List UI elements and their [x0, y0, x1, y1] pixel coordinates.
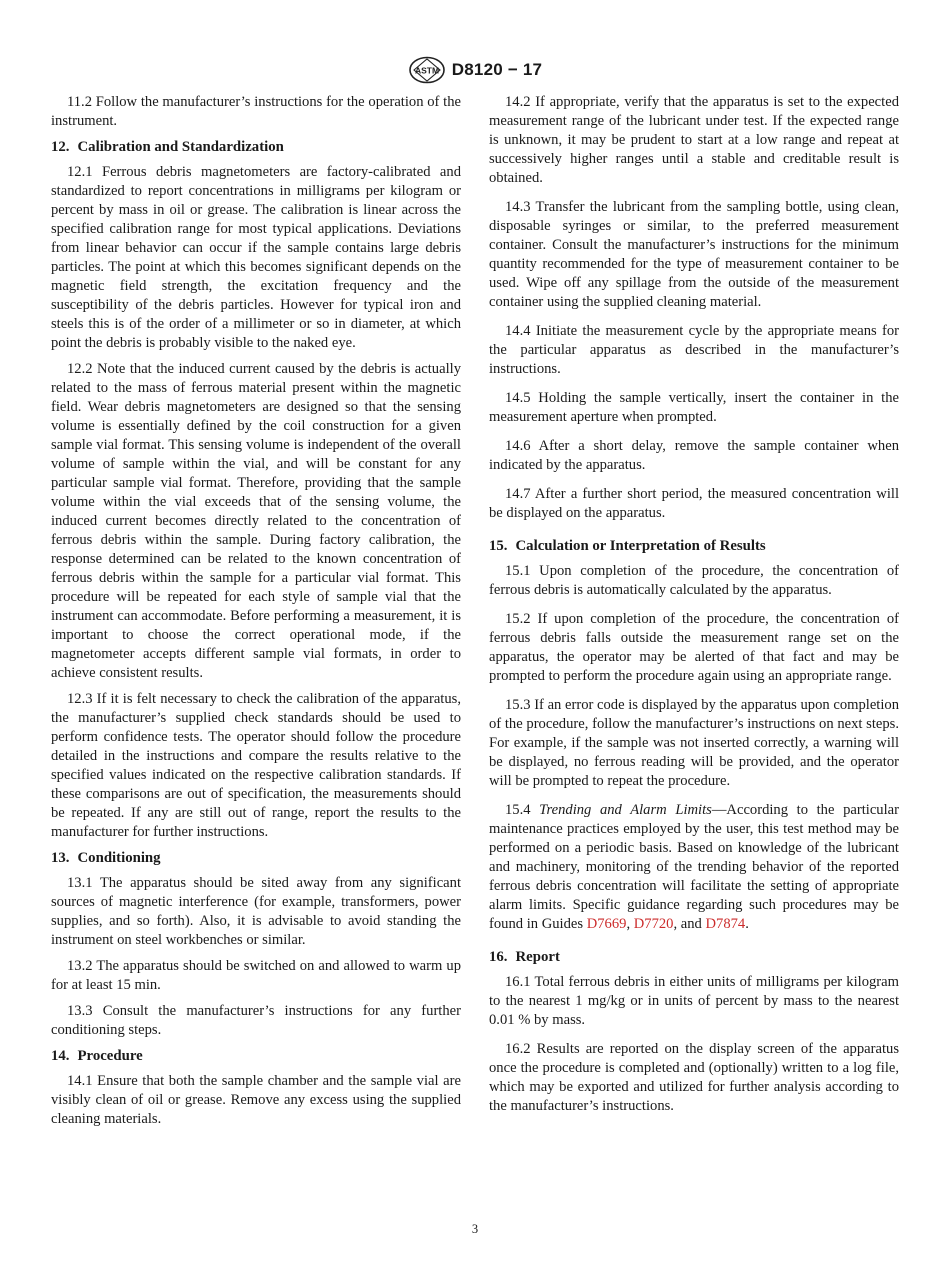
page-header: [0, 56, 950, 84]
right-column: [489, 93, 899, 1126]
section-13-heading: [51, 849, 461, 868]
section-16-heading: [489, 948, 899, 967]
section-number: 15.: [489, 538, 508, 554]
page-number: 3: [471, 1222, 479, 1236]
astm-logo-text: ASTM: [414, 65, 439, 76]
section-14-heading: [51, 1047, 461, 1066]
link-d7669[interactable]: D7669: [586, 916, 627, 932]
paragraph-14-6: 14.6 After a short delay, remove the sample container when indicated by the apparatus.: [489, 438, 899, 473]
paragraph-12-2: 12.2 Note that the induced current caused by the debris is actually related to the mass of ferrous material present within the magnetic field. Wear debris magnetometers are designed so that the sensing volume is essentially defined by the coil construction for a given sample vial format. This sensing volume is independent of the overall volume of sample within the vial, and will be constant for any particular sample vial format. Therefore, providing that the sample volume within the vial exceeds that of the sensing volume, the induced current becomes directly related to the concentration of ferrous debris within the sample. During factory calibration, the response determined can be related to the known concentration of ferrous debris within the sample for a particular vial format. This procedure will be repeated for each style of sample vial that the instrument can accommodate. Before performing a measurement, it is important to choose the correct operational mode, if the magnetometer accepts different sample vial formats, in order to achieve consistent results.: [51, 361, 461, 681]
section-title: Procedure: [77, 1048, 143, 1064]
paragraph-14-2: 14.2 If appropriate, verify that the apparatus is set to the expected measurement range of the lubricant under test. If the expected range is unknown, it may be prudent to start at a low range and repeat at successively higher ranges until a stable and creditable result is obtained.: [489, 94, 899, 186]
paragraph-15-4: [489, 801, 899, 934]
paragraph-number: 15.4: [505, 802, 531, 818]
paragraph-12-3: 12.3 If it is felt necessary to check the calibration of the apparatus, the manufacturer’s supplied check standards should be used to perform confidence tests. The operator should follow the procedure detailed in the instructions and compare the results relative to the specified values indicated on the respective calibration standards. If these comparisons are out of specification, the measurements should be repeated. If any are still out of range, report the results to the manufacturer for further instructions.: [51, 691, 461, 840]
term-trending-and-alarm-limits: Trending and Alarm Limits: [539, 802, 712, 818]
section-number: 12.: [51, 139, 70, 155]
paragraph-13-3: 13.3 Consult the manufacturer’s instructions for any further conditioning steps.: [51, 1003, 461, 1038]
paragraph-16-2: 16.2 Results are reported on the display screen of the apparatus once the procedure is completed and (optionally) written to a log file, which may be exported and utilized for further analysis according to the manufacturer’s instructions.: [489, 1041, 899, 1114]
section-number: 13.: [51, 850, 70, 866]
paragraph-13-2: 13.2 The apparatus should be switched on and allowed to warm up for at least 15 min.: [51, 958, 461, 993]
paragraph-body: —According to the particular maintenance practices employed by the user, this test method may be performed on a periodic basis. Based on knowledge of the lubricant and machinery, monitoring of the trending behavior of the reported ferrous debris concentration will facilitate the setting of appropriate alarm limits. Specific guidance regarding such procedures may be found in Guides: [489, 802, 899, 932]
paragraph-11-2: 11.2 Follow the manufacturer’s instructions for the operation of the instrument.: [51, 94, 461, 129]
section-title: Report: [515, 949, 560, 965]
paragraph-15-1: 15.1 Upon completion of the procedure, the concentration of ferrous debris is automatically calculated by the apparatus.: [489, 563, 899, 598]
period: .: [745, 916, 749, 932]
paragraph-15-2: 15.2 If upon completion of the procedure, the concentration of ferrous debris falls outside the measurement range set on the apparatus, the operator may be alerted of that fact and may be prompted to perform the procedure again using an appropriate range.: [489, 611, 899, 684]
section-number: 14.: [51, 1048, 70, 1064]
astm-logo-icon: [408, 56, 446, 84]
paragraph-14-5: 14.5 Holding the sample vertically, insert the container in the measurement aperture when prompted.: [489, 390, 899, 425]
section-title: Conditioning: [77, 850, 161, 866]
section-title: Calculation or Interpretation of Results: [515, 538, 766, 554]
paragraph-14-7: 14.7 After a further short period, the measured concentration will be displayed on the apparatus.: [489, 486, 899, 521]
paragraph-14-4: 14.4 Initiate the measurement cycle by the appropriate means for the particular apparatus as described in the manufacturer’s instructions.: [489, 323, 899, 377]
left-column: [51, 93, 461, 1136]
paragraph-14-3: 14.3 Transfer the lubricant from the sampling bottle, using clean, disposable syringes or similar, to the preferred measurement container. Consult the manufacturer’s instructions for the minimum quantity recommended for the type of measurement container to be used. Wipe off any spillage from the outside of the measurement container using the supplied cleaning material.: [489, 199, 899, 310]
link-d7720[interactable]: D7720: [633, 916, 674, 932]
paragraph-12-1: 12.1 Ferrous debris magnetometers are factory-calibrated and standardized to report concentrations in milligrams per kilogram or percent by mass in oil or grease. The calibration is linear across the specified calibration range for most typical applications. Deviations from linear behavior can occur if the sample contains large debris particles. The point at which this becomes significant depends on the magnetic field strength, the excitation frequency and the susceptibility of the debris particles. However for typical iron and steels this is of the order of a millimeter or so in diameter, at which point the debris is probably visible to the naked eye.: [51, 164, 461, 351]
section-number: 16.: [489, 949, 508, 965]
paragraph-16-1: 16.1 Total ferrous debris in either units of milligrams per kilogram to the nearest 1 mg/kg or in units of percent by mass to the nearest 0.01 % by mass.: [489, 974, 899, 1028]
separator: ,: [626, 916, 634, 932]
standard-designation: D8120 − 17: [451, 60, 543, 79]
paragraph-13-1: 13.1 The apparatus should be sited away from any significant sources of magnetic interference (for example, transformers, power supplies, and so forth). Also, it is advisable to avoid standing the instrument on steel workbenches or similar.: [51, 875, 461, 948]
link-d7874[interactable]: D7874: [705, 916, 746, 932]
paragraph-15-3: 15.3 If an error code is displayed by the apparatus upon completion of the procedure, follow the manufacturer’s instructions on next steps. For example, if the sample was not inserted correctly, a warning will be displayed, no ferrous reading will be provided, and the operator will be prompted to repeat the procedure.: [489, 697, 899, 789]
section-15-heading: [489, 537, 899, 556]
section-title: Calibration and Standardization: [77, 139, 284, 155]
section-12-heading: [51, 138, 461, 157]
separator: , and: [673, 916, 706, 932]
paragraph-14-1: 14.1 Ensure that both the sample chamber and the sample vial are visibly clean of oil or grease. Remove any excess using the supplied cleaning materials.: [51, 1073, 461, 1127]
